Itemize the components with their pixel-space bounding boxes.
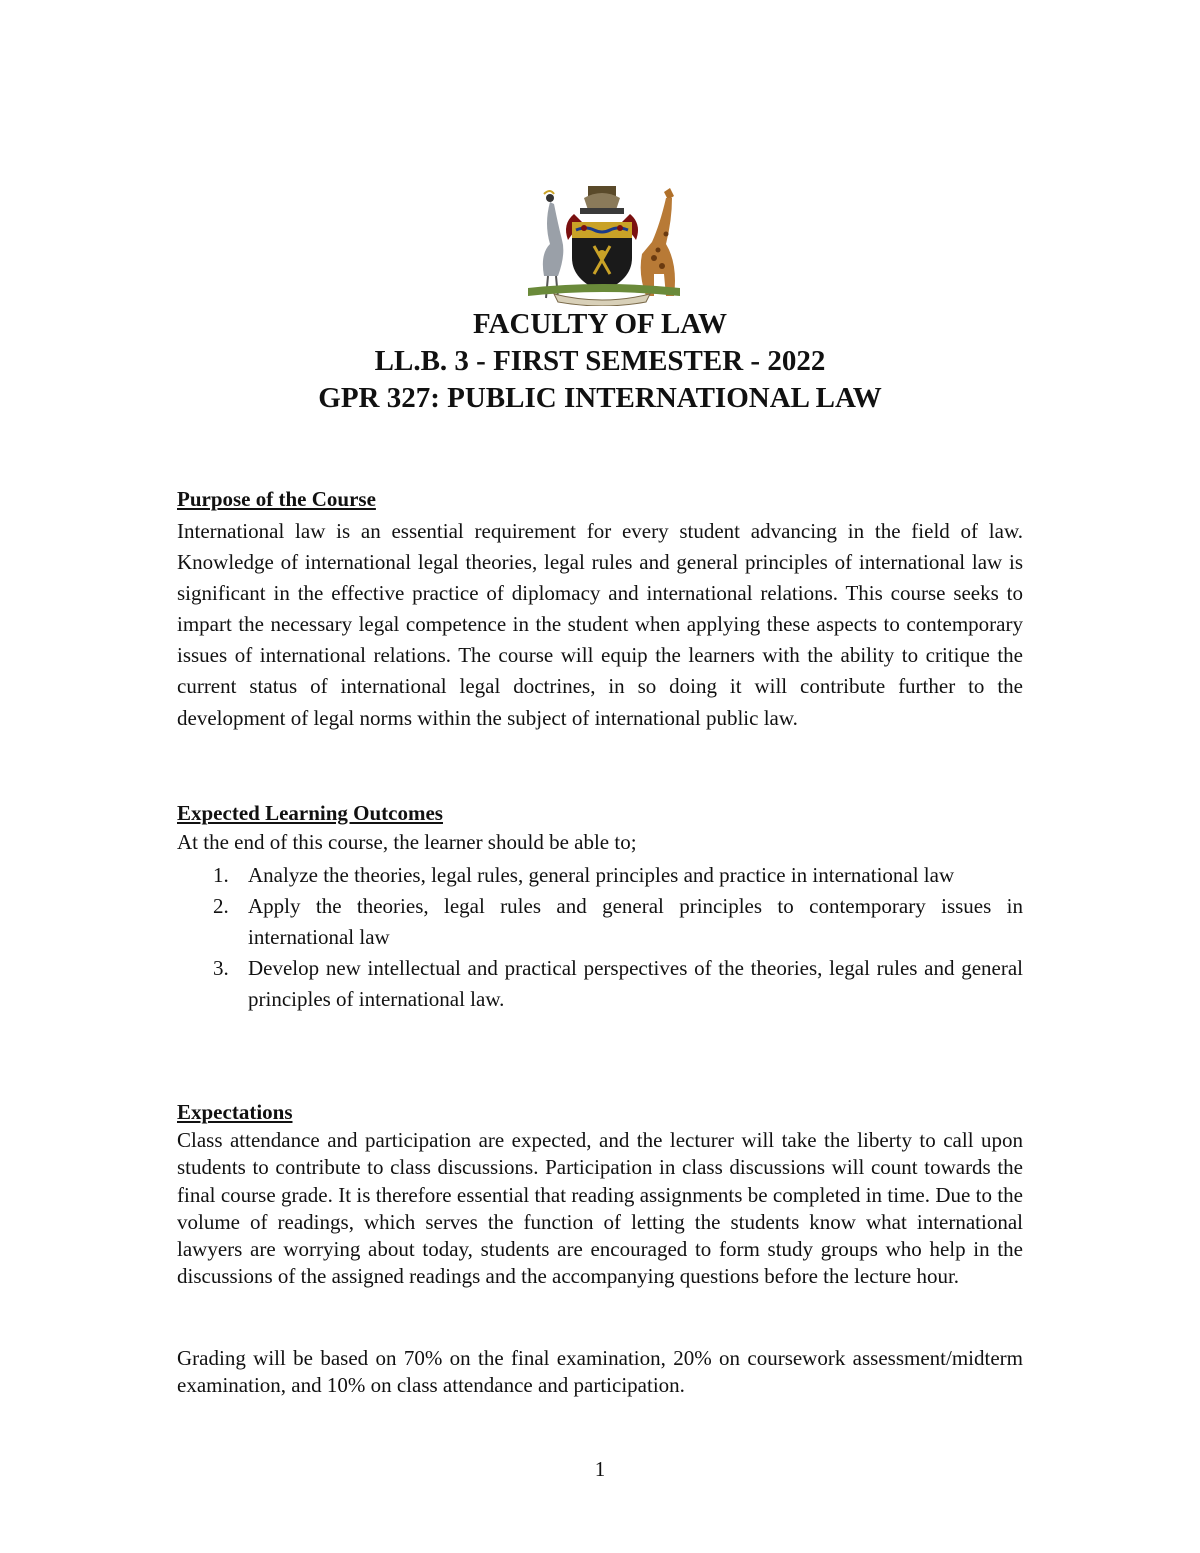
expectations-paragraph: Class attendance and participation are expected, and the lecturer will take the liberty to call upon students to contribute to class discussions. Participation in class discussions will count towards the final course grade. It is therefore essential that reading assignments be completed in time. Due to the volume of readings, which serves the function of letting the students know what international lawyers are worrying about today, students are encouraged to form study groups who help in the discussions of the assigned readings and the accompanying questions before the lecture hour. (177, 1128, 1023, 1289)
purpose-heading: Purpose of the Course (177, 487, 376, 511)
program-semester-title: LL.B. 3 - FIRST SEMESTER - 2022 (374, 345, 826, 377)
page-number: 1 (594, 1457, 606, 1481)
list-item (177, 953, 1023, 1015)
list-item-number: 3. (213, 956, 229, 980)
course-title: GPR 327: PUBLIC INTERNATIONAL LAW (318, 382, 882, 414)
university-crest-logo (514, 184, 690, 306)
list-item-text: Analyze the theories, legal rules, general principles and practice in international law (248, 863, 955, 887)
outcomes-heading: Expected Learning Outcomes (177, 801, 443, 825)
expectations-heading: Expectations (177, 1100, 293, 1124)
list-item-number: 1. (213, 863, 229, 887)
purpose-paragraph: International law is an essential requirement for every student advancing in the field of law. Knowledge of international legal theories, legal rules and general principles of international law is significant in the effective practice of diplomacy and international relations. This course seeks to impart the necessary legal competence in the student when applying these aspects to contemporary issues of international relations. The course will equip the learners with the ability to critique the current status of international legal doctrines, in so doing it will contribute further to the development of legal norms within the subject of international public law. (177, 519, 1023, 730)
list-item-text: Develop new intellectual and practical perspectives of the theories, legal rules and general principles of international law. (248, 956, 1023, 1011)
outcomes-list (177, 860, 1023, 1015)
list-item-number: 2. (213, 894, 229, 918)
list-item-text: Apply the theories, legal rules and general principles to contemporary issues in international law (248, 894, 1023, 949)
grading-paragraph: Grading will be based on 70% on the final examination, 20% on coursework assessment/midterm examination, and 10% on class attendance and participation. (177, 1346, 1023, 1398)
outcomes-intro: At the end of this course, the learner should be able to; (177, 830, 637, 854)
list-item (177, 891, 1023, 953)
faculty-title: FACULTY OF LAW (472, 308, 728, 340)
list-item (177, 860, 1023, 891)
